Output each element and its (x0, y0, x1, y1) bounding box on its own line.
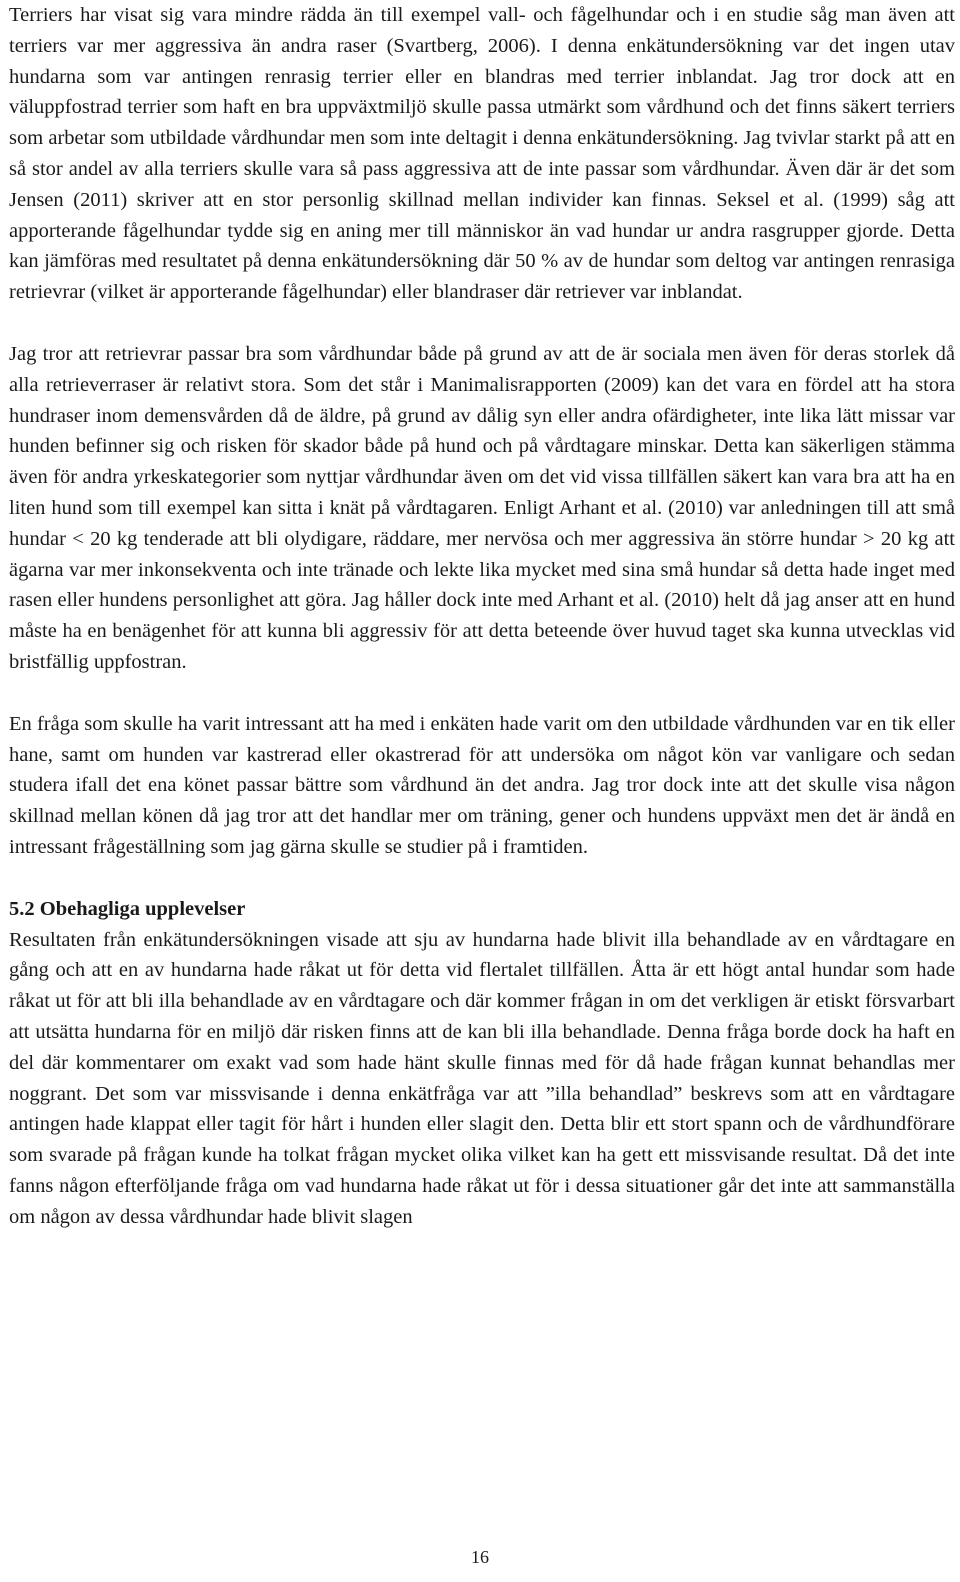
body-paragraph: En fråga som skulle ha varit intressant att ha med i enkäten hade varit om den utbildade vårdhunden var en tik eller hane, samt om hunden var kastrerad eller okastrerad för att undersöka om något kön var vanligare och sedan studera ifall det ena könet passar bättre som vårdhund än det andra. Jag tror dock inte att det skulle visa någon skillnad mellan könen då jag tror att det handlar mer om träning, gener och hundens uppväxt men det är ändå en intressant frågeställning som jag gärna skulle se studier på i framtiden. (9, 712, 955, 858)
body-paragraph: Jag tror att retrievrar passar bra som vårdhundar både på grund av att de är sociala men även för deras storlek då alla retrieverraser är relativt stora. Som det står i Manimalisrapporten (2009) kan det vara en fördel att ha stora hundraser inom demensvården då de äldre, på grund av dålig syn eller andra ofärdigheter, inte lika lätt missar var hunden befinner sig och risken för skador både på hund och på vårdtagare minskar. Detta kan säkerligen stämma även för andra yrkeskategorier som nyttjar vårdhundar även om det vid vissa tillfällen säkert kan vara bra att ha en liten hund som till exempel kan sitta i knät på vårdtagaren. Enligt Arhant et al. (2010) var anledningen till att små hundar < 20 kg tenderade att bli olydigare, räddare, mer nervösa och mer aggressiva än större hundar > 20 kg att ägarna var mer inkonsekventa och inte tränade och lekte lika mycket med sina små hundar så detta hade inget med rasen eller hundens personlighet att göra. Jag håller dock inte med Arhant et al. (2010) helt då jag anser att en hund måste ha en benägenhet för att kunna bli aggressiv för att detta beteende över huvud taget ska kunna utvecklas vid bristfällig uppfostran. (9, 342, 955, 673)
paragraph-spacer (9, 678, 955, 709)
body-paragraph: Terriers har visat sig vara mindre rädda än till exempel vall- och fågelhundar och i en studie såg man även att terriers var mer aggressiva än andra raser (Svartberg, 2006). I denna enkätundersökning var det ingen utav hundarna som var antingen renrasig terrier eller en blandras med terrier inblandat. Jag tror dock att en väluppfostrad terrier som haft en bra uppväxtmiljö skulle passa utmärkt som vårdhund och det finns säkert terriers som arbetar som utbildade vårdhundar men som inte deltagit i denna enkätundersökning. Jag tvivlar starkt på att en så stor andel av alla terriers skulle vara så pass aggressiva att de inte passar som vårdhundar. Även där är det som Jensen (2011) skriver att en stor personlig skillnad mellan individer kan finnas. Seksel et al. (1999) såg att apporterande fågelhundar tydde sig en aning mer till människor än vad hundar ur andra rasgrupper gjorde. Detta kan jämföras med resultatet på denna enkätundersökning där 50 % av de hundar som deltog var antingen renrasiga retrievrar (vilket är apporterande fågelhundar) eller blandraser där retriever var inblandat. (9, 4, 955, 304)
page-number: 16 (471, 1547, 489, 1567)
document-page (9, 0, 955, 1232)
section-heading: 5.2 Obehagliga upplevelser (9, 897, 246, 920)
section-paragraph: Resultaten från enkätundersökningen visade att sju av hundarna hade blivit illa behandlade av en vårdtagare en gång och att en av hundarna hade råkat ut för detta vid flertalet tillfällen. Åtta är ett högt antal hundar som hade råkat ut för att bli illa behandlade av en vårdtagare och där kommer frågan in om det verkligen är etiskt försvarbart att utsätta hundarna för en miljö där risken finns att de kan bli illa behandlade. Denna fråga borde dock ha haft en del där kommentarer om exakt vad som hade hänt skulle finnas med för då hade frågan kunnat behandlas mer noggrant. Det som var missvisande i denna enkätfråga var att ”illa behandlad” beskrevs som att en vårdtagare antingen hade klappat eller tagit för hårt i hunden eller slagit den. Detta blir ett stort spann och de vårdhundförare som svarade på frågan kunde ha tolkat frågan mycket olika vilket kan ha gett ett missvisande resultat. Då det inte fanns någon efterföljande fråga om vad hundarna hade råkat ut för i dessa situationer går det inte att sammanställa om någon av dessa vårdhundar hade blivit slagen (9, 928, 955, 1228)
paragraph-spacer (9, 308, 955, 339)
paragraph-spacer (9, 863, 955, 894)
